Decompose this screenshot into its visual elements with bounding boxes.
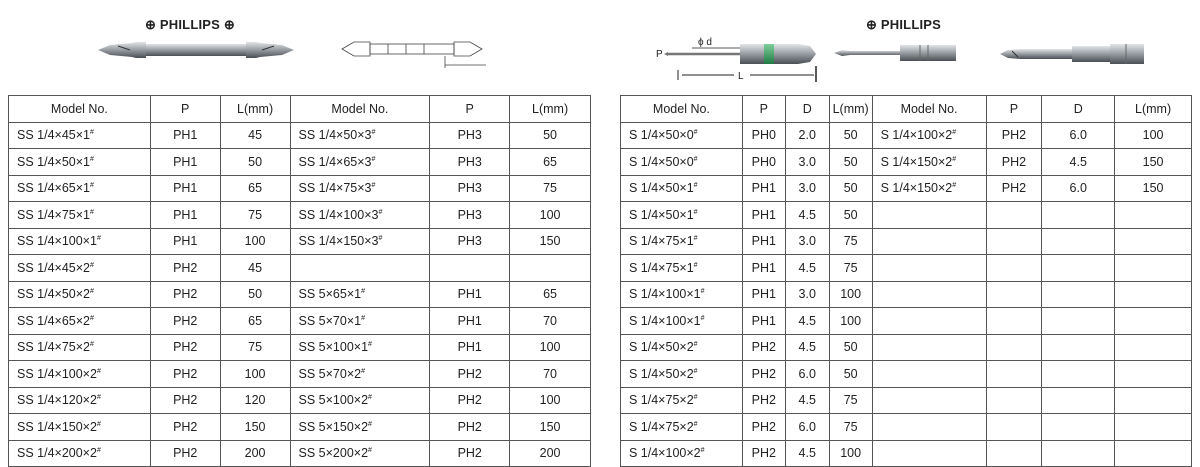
spec-value-cell: 50 bbox=[829, 149, 872, 176]
model-number-cell bbox=[290, 255, 430, 282]
table-row bbox=[9, 361, 591, 388]
left-header-cell: Model No. bbox=[290, 96, 430, 123]
spec-value-cell bbox=[1042, 255, 1115, 282]
model-number-cell: SS 1/4×50×2# bbox=[9, 281, 151, 308]
model-number-cell: S 1/4×50×1# bbox=[621, 175, 743, 202]
spec-value-cell: PH2 bbox=[742, 414, 785, 441]
model-number-cell: S 1/4×150×2# bbox=[872, 149, 986, 176]
left-heading: ⊕ PHILLIPS ⊕ bbox=[145, 17, 235, 32]
right-heading: ⊕ PHILLIPS bbox=[866, 17, 942, 32]
spec-value-cell: 4.5 bbox=[785, 308, 829, 335]
spec-value-cell: 4.5 bbox=[1042, 149, 1115, 176]
left-header-cell: P bbox=[430, 96, 510, 123]
table-row bbox=[9, 440, 591, 467]
model-number-cell: S 1/4×50×0# bbox=[621, 149, 743, 176]
spec-value-cell: 4.5 bbox=[785, 334, 829, 361]
model-number-cell: S 1/4×100×1# bbox=[621, 281, 743, 308]
spec-value-cell: 200 bbox=[510, 440, 591, 467]
spec-value-cell: 100 bbox=[829, 308, 872, 335]
model-number-cell: SS 1/4×75×3# bbox=[290, 175, 430, 202]
table-row bbox=[9, 387, 591, 414]
spec-value-cell: PH1 bbox=[742, 175, 785, 202]
spec-value-cell: 100 bbox=[510, 387, 591, 414]
spec-value-cell: 100 bbox=[220, 228, 290, 255]
spec-value-cell: PH2 bbox=[742, 334, 785, 361]
table-row bbox=[9, 149, 591, 176]
model-number-cell bbox=[872, 414, 986, 441]
spec-value-cell: 6.0 bbox=[1042, 122, 1115, 149]
model-number-cell bbox=[872, 228, 986, 255]
spec-value-cell bbox=[986, 255, 1042, 282]
double-end-bit-image bbox=[96, 38, 298, 62]
table-row bbox=[621, 228, 1192, 255]
right-header-cell: P bbox=[742, 96, 785, 123]
spec-value-cell: 200 bbox=[220, 440, 290, 467]
spec-value-cell: PH2 bbox=[742, 361, 785, 388]
right-header-cell: D bbox=[1042, 96, 1115, 123]
left-table-body bbox=[9, 122, 591, 467]
spec-value-cell: 75 bbox=[510, 175, 591, 202]
spec-value-cell: 50 bbox=[829, 122, 872, 149]
diagram-label-l: L bbox=[738, 71, 744, 82]
model-number-cell: S 1/4×50×2# bbox=[621, 361, 743, 388]
spec-value-cell: PH1 bbox=[742, 308, 785, 335]
spec-value-cell bbox=[1042, 308, 1115, 335]
table-row bbox=[9, 414, 591, 441]
spec-value-cell: 75 bbox=[220, 334, 290, 361]
spec-value-cell: PH1 bbox=[150, 202, 220, 229]
spec-value-cell bbox=[1042, 281, 1115, 308]
spec-value-cell: PH2 bbox=[430, 414, 510, 441]
spec-value-cell: 4.5 bbox=[785, 387, 829, 414]
single-end-bit-image-1 bbox=[832, 42, 960, 64]
spec-value-cell bbox=[1115, 414, 1192, 441]
spec-value-cell bbox=[1042, 202, 1115, 229]
table-row bbox=[621, 308, 1192, 335]
spec-value-cell: PH2 bbox=[742, 387, 785, 414]
spec-value-cell: 150 bbox=[220, 414, 290, 441]
spec-value-cell bbox=[1115, 255, 1192, 282]
spec-value-cell: 6.0 bbox=[785, 361, 829, 388]
spec-value-cell: PH2 bbox=[150, 361, 220, 388]
spec-value-cell bbox=[1115, 202, 1192, 229]
spec-value-cell: PH2 bbox=[430, 387, 510, 414]
right-header-cell: L(mm) bbox=[1115, 96, 1192, 123]
spec-value-cell: 100 bbox=[829, 440, 872, 467]
spec-value-cell: PH3 bbox=[430, 228, 510, 255]
spec-value-cell: 70 bbox=[510, 361, 591, 388]
left-header-cell: Model No. bbox=[9, 96, 151, 123]
spec-value-cell bbox=[986, 334, 1042, 361]
table-row bbox=[621, 414, 1192, 441]
model-number-cell bbox=[872, 334, 986, 361]
spec-value-cell: 2.0 bbox=[785, 122, 829, 149]
right-header-cell: Model No. bbox=[621, 96, 743, 123]
spec-value-cell: PH2 bbox=[430, 361, 510, 388]
spec-value-cell: 65 bbox=[510, 281, 591, 308]
model-number-cell: SS 1/4×100×1# bbox=[9, 228, 151, 255]
spec-value-cell: PH2 bbox=[986, 122, 1042, 149]
spec-value-cell: 4.5 bbox=[785, 255, 829, 282]
spec-value-cell: 50 bbox=[220, 281, 290, 308]
spec-value-cell bbox=[430, 255, 510, 282]
spec-value-cell bbox=[1042, 334, 1115, 361]
spec-value-cell: PH1 bbox=[430, 334, 510, 361]
spec-value-cell: 75 bbox=[829, 414, 872, 441]
spec-value-cell bbox=[1042, 440, 1115, 467]
spec-value-cell bbox=[1115, 228, 1192, 255]
model-number-cell bbox=[872, 255, 986, 282]
spec-value-cell bbox=[1042, 414, 1115, 441]
table-row bbox=[621, 122, 1192, 149]
spec-value-cell: 50 bbox=[829, 202, 872, 229]
spec-value-cell: PH2 bbox=[150, 308, 220, 335]
spec-value-cell: 75 bbox=[220, 202, 290, 229]
spec-value-cell: PH2 bbox=[986, 175, 1042, 202]
model-number-cell: SS 1/4×75×1# bbox=[9, 202, 151, 229]
spec-value-cell: PH3 bbox=[430, 149, 510, 176]
table-row bbox=[9, 334, 591, 361]
spec-value-cell: 150 bbox=[510, 228, 591, 255]
table-row bbox=[621, 361, 1192, 388]
spec-value-cell: 6.0 bbox=[785, 414, 829, 441]
double-end-bit-drawing bbox=[338, 37, 488, 71]
spec-value-cell: PH3 bbox=[430, 122, 510, 149]
model-number-cell: S 1/4×100×2# bbox=[621, 440, 743, 467]
table-row bbox=[621, 255, 1192, 282]
model-number-cell: SS 5×200×2# bbox=[290, 440, 430, 467]
spec-value-cell bbox=[1115, 308, 1192, 335]
table-row bbox=[621, 334, 1192, 361]
spec-value-cell bbox=[1115, 387, 1192, 414]
spec-value-cell: PH2 bbox=[150, 387, 220, 414]
table-row bbox=[621, 202, 1192, 229]
model-number-cell: SS 1/4×100×3# bbox=[290, 202, 430, 229]
model-number-cell: SS 1/4×65×1# bbox=[9, 175, 151, 202]
spec-value-cell: PH2 bbox=[150, 281, 220, 308]
spec-value-cell bbox=[1115, 334, 1192, 361]
right-header-cell: Model No. bbox=[872, 96, 986, 123]
spec-value-cell bbox=[986, 202, 1042, 229]
spec-value-cell bbox=[986, 228, 1042, 255]
spec-value-cell: 150 bbox=[1115, 175, 1192, 202]
spec-value-cell: 65 bbox=[220, 175, 290, 202]
spec-value-cell: 75 bbox=[829, 228, 872, 255]
bit-dimension-diagram bbox=[640, 32, 822, 84]
model-number-cell bbox=[872, 281, 986, 308]
spec-value-cell: PH2 bbox=[150, 440, 220, 467]
spec-value-cell: PH1 bbox=[742, 228, 785, 255]
table-row bbox=[9, 281, 591, 308]
spec-value-cell: 6.0 bbox=[1042, 175, 1115, 202]
left-header-cell: L(mm) bbox=[220, 96, 290, 123]
single-end-bit-image-2 bbox=[998, 42, 1146, 66]
model-number-cell: SS 1/4×75×2# bbox=[9, 334, 151, 361]
model-number-cell: S 1/4×100×1# bbox=[621, 308, 743, 335]
model-number-cell: SS 1/4×65×3# bbox=[290, 149, 430, 176]
spec-value-cell: 70 bbox=[510, 308, 591, 335]
model-number-cell: SS 1/4×45×2# bbox=[9, 255, 151, 282]
spec-value-cell: PH2 bbox=[150, 334, 220, 361]
spec-value-cell: PH1 bbox=[742, 255, 785, 282]
spec-value-cell: PH1 bbox=[430, 281, 510, 308]
model-number-cell: SS 5×100×1# bbox=[290, 334, 430, 361]
model-number-cell: SS 5×65×1# bbox=[290, 281, 430, 308]
table-row bbox=[9, 122, 591, 149]
diagram-label-p: P bbox=[656, 49, 663, 60]
spec-value-cell: 100 bbox=[220, 361, 290, 388]
spec-value-cell: PH1 bbox=[742, 281, 785, 308]
spec-value-cell: PH1 bbox=[150, 175, 220, 202]
spec-value-cell: PH2 bbox=[986, 149, 1042, 176]
model-number-cell: SS 1/4×50×1# bbox=[9, 149, 151, 176]
model-number-cell: SS 1/4×100×2# bbox=[9, 361, 151, 388]
model-number-cell: S 1/4×50×1# bbox=[621, 202, 743, 229]
spec-value-cell: 100 bbox=[510, 202, 591, 229]
right-table-body bbox=[621, 122, 1192, 467]
spec-value-cell: 3.0 bbox=[785, 149, 829, 176]
spec-value-cell bbox=[986, 361, 1042, 388]
spec-value-cell bbox=[1115, 281, 1192, 308]
model-number-cell: SS 5×70×1# bbox=[290, 308, 430, 335]
spec-value-cell: 50 bbox=[510, 122, 591, 149]
table-row bbox=[9, 255, 591, 282]
left-spec-table bbox=[8, 95, 591, 467]
spec-value-cell: 50 bbox=[829, 334, 872, 361]
table-row bbox=[9, 175, 591, 202]
model-number-cell bbox=[872, 202, 986, 229]
model-number-cell: SS 1/4×150×3# bbox=[290, 228, 430, 255]
spec-value-cell: 150 bbox=[1115, 149, 1192, 176]
spec-value-cell: PH2 bbox=[150, 414, 220, 441]
spec-value-cell bbox=[1115, 440, 1192, 467]
spec-value-cell: 50 bbox=[829, 175, 872, 202]
model-number-cell: SS 5×70×2# bbox=[290, 361, 430, 388]
spec-value-cell bbox=[1042, 361, 1115, 388]
spec-value-cell: PH1 bbox=[430, 308, 510, 335]
right-spec-table bbox=[620, 95, 1192, 467]
spec-value-cell: 100 bbox=[829, 281, 872, 308]
table-row bbox=[621, 175, 1192, 202]
spec-value-cell: 3.0 bbox=[785, 175, 829, 202]
right-header-cell: P bbox=[986, 96, 1042, 123]
spec-value-cell: PH1 bbox=[742, 202, 785, 229]
diagram-label-d: ϕ d bbox=[698, 37, 712, 48]
model-number-cell: SS 1/4×150×2# bbox=[9, 414, 151, 441]
model-number-cell: S 1/4×50×2# bbox=[621, 334, 743, 361]
spec-value-cell: 45 bbox=[220, 122, 290, 149]
spec-value-cell: PH3 bbox=[430, 175, 510, 202]
spec-value-cell bbox=[1115, 361, 1192, 388]
table-row bbox=[621, 149, 1192, 176]
table-row bbox=[9, 308, 591, 335]
model-number-cell: SS 1/4×50×3# bbox=[290, 122, 430, 149]
spec-value-cell: 120 bbox=[220, 387, 290, 414]
spec-value-cell: PH1 bbox=[150, 122, 220, 149]
spec-value-cell: PH2 bbox=[430, 440, 510, 467]
model-number-cell: SS 1/4×200×2# bbox=[9, 440, 151, 467]
left-header-cell: L(mm) bbox=[510, 96, 591, 123]
spec-value-cell bbox=[986, 308, 1042, 335]
model-number-cell bbox=[872, 387, 986, 414]
model-number-cell: S 1/4×50×0# bbox=[621, 122, 743, 149]
spec-value-cell bbox=[986, 387, 1042, 414]
table-row bbox=[621, 387, 1192, 414]
right-header-row bbox=[621, 96, 1192, 123]
model-number-cell bbox=[872, 361, 986, 388]
spec-value-cell bbox=[1042, 228, 1115, 255]
model-number-cell: S 1/4×75×1# bbox=[621, 228, 743, 255]
spec-value-cell: 100 bbox=[510, 334, 591, 361]
left-header-cell: P bbox=[150, 96, 220, 123]
table-row bbox=[9, 228, 591, 255]
model-number-cell: S 1/4×150×2# bbox=[872, 175, 986, 202]
model-number-cell: SS 5×150×2# bbox=[290, 414, 430, 441]
spec-value-cell: 150 bbox=[510, 414, 591, 441]
spec-value-cell: 75 bbox=[829, 387, 872, 414]
model-number-cell: SS 1/4×120×2# bbox=[9, 387, 151, 414]
spec-value-cell: PH2 bbox=[150, 255, 220, 282]
model-number-cell: S 1/4×100×2# bbox=[872, 122, 986, 149]
spec-value-cell: PH0 bbox=[742, 122, 785, 149]
spec-value-cell: PH1 bbox=[150, 149, 220, 176]
spec-value-cell: PH2 bbox=[742, 440, 785, 467]
model-number-cell bbox=[872, 440, 986, 467]
spec-value-cell: 75 bbox=[829, 255, 872, 282]
spec-value-cell bbox=[986, 281, 1042, 308]
spec-value-cell bbox=[510, 255, 591, 282]
spec-value-cell: PH1 bbox=[150, 228, 220, 255]
spec-value-cell: 3.0 bbox=[785, 281, 829, 308]
spec-value-cell: 65 bbox=[510, 149, 591, 176]
model-number-cell: S 1/4×75×2# bbox=[621, 414, 743, 441]
right-header-cell: L(mm) bbox=[829, 96, 872, 123]
right-header-cell: D bbox=[785, 96, 829, 123]
spec-value-cell: 65 bbox=[220, 308, 290, 335]
spec-value-cell bbox=[986, 414, 1042, 441]
model-number-cell: S 1/4×75×1# bbox=[621, 255, 743, 282]
table-row bbox=[621, 440, 1192, 467]
spec-value-cell: 50 bbox=[220, 149, 290, 176]
model-number-cell: SS 1/4×45×1# bbox=[9, 122, 151, 149]
spec-value-cell bbox=[1042, 387, 1115, 414]
spec-value-cell: PH3 bbox=[430, 202, 510, 229]
spec-value-cell: PH0 bbox=[742, 149, 785, 176]
spec-value-cell: 45 bbox=[220, 255, 290, 282]
model-number-cell: S 1/4×75×2# bbox=[621, 387, 743, 414]
model-number-cell: SS 1/4×65×2# bbox=[9, 308, 151, 335]
spec-value-cell: 4.5 bbox=[785, 440, 829, 467]
model-number-cell: SS 5×100×2# bbox=[290, 387, 430, 414]
left-header-row bbox=[9, 96, 591, 123]
spec-value-cell: 100 bbox=[1115, 122, 1192, 149]
spec-value-cell: 50 bbox=[829, 361, 872, 388]
model-number-cell bbox=[872, 308, 986, 335]
table-row bbox=[9, 202, 591, 229]
spec-value-cell bbox=[986, 440, 1042, 467]
spec-value-cell: 4.5 bbox=[785, 202, 829, 229]
spec-value-cell: 3.0 bbox=[785, 228, 829, 255]
table-row bbox=[621, 281, 1192, 308]
